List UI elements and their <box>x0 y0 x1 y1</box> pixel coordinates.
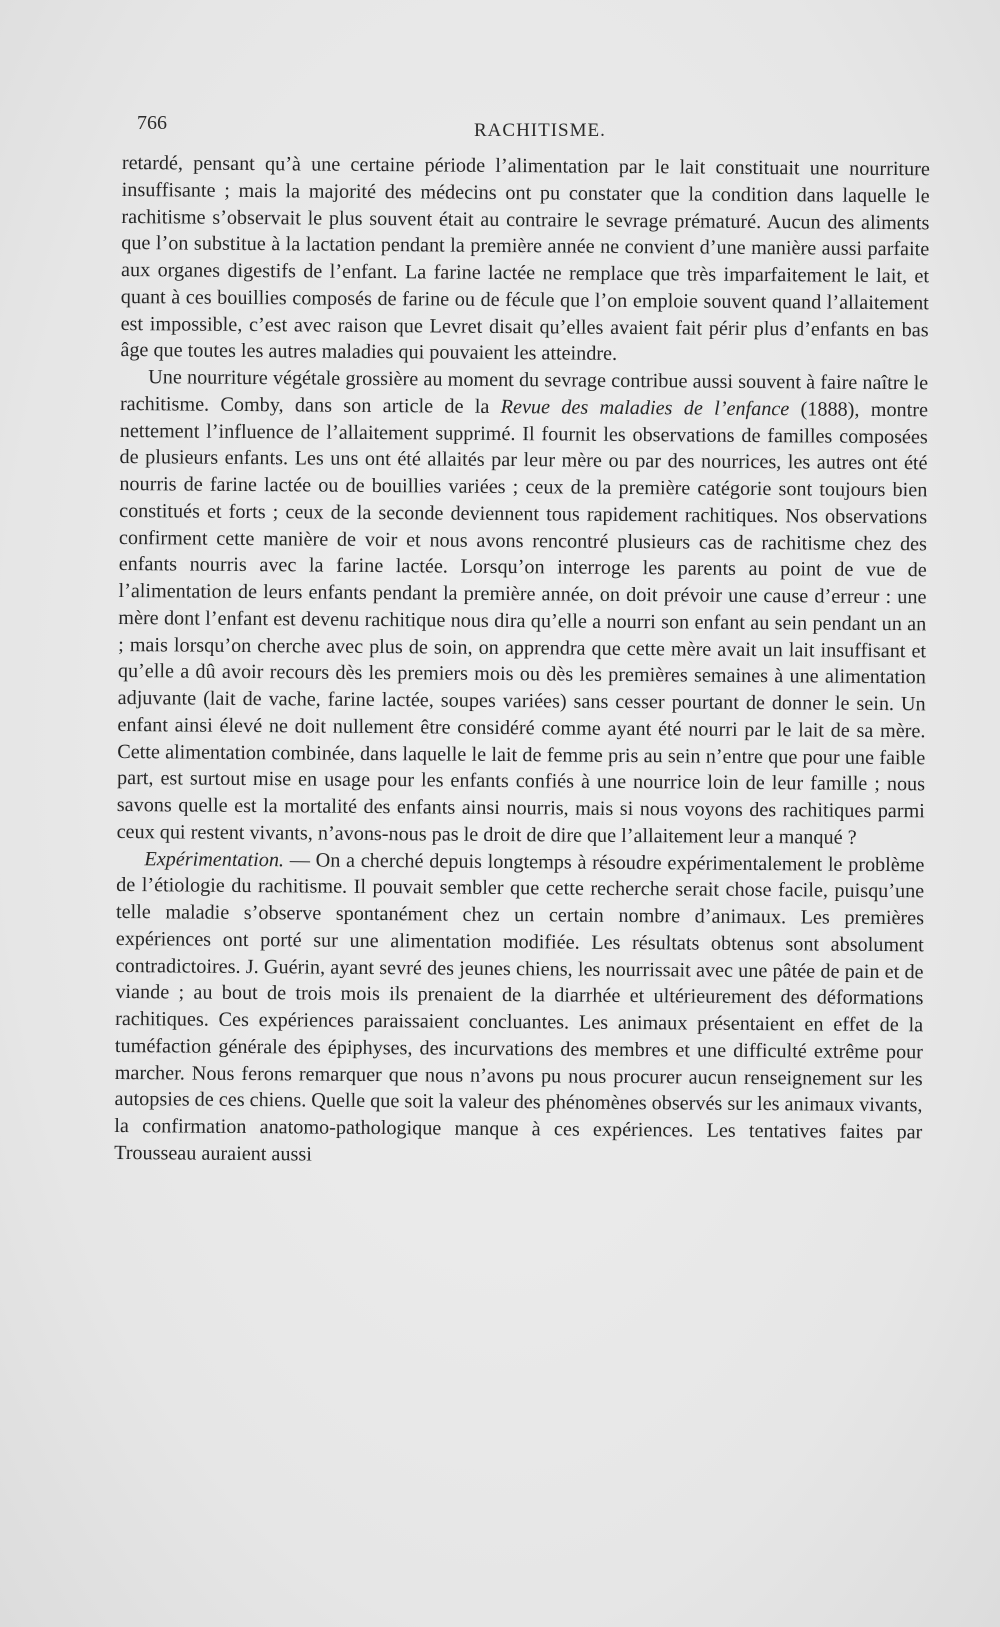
journal-title: Revue des maladies de l’enfance <box>500 395 790 420</box>
running-title: RACHITISME. <box>474 120 606 141</box>
body-text <box>114 150 930 1173</box>
paragraph-1-text: retardé, pensant qu’à une certaine période l’alimentation par le lait constituait une nourriture insuffisante ; mais la majorité des médecins ont pu constater que la condition dans laquelle le rachitisme s’observait le plus souvent était au contraire le sevrage prématuré. Aucun des aliments que l’on substitue à la lactation pendant la première année ne convient d’une manière aussi parfaite aux organes digestifs de l’enfant. La farine lactée ne remplace que très imparfaitement le lait, et quant à ces bouillies composés de farine ou de fécule que l’on emploie souvent quand l’allaitement est impossible, c’est avec raison que Levret disait qu’elles avaient fait périr plus d’enfants en bas âge que toutes les autres maladies qui pouvaient les atteindre. <box>120 151 930 366</box>
paragraph-1 <box>120 150 930 370</box>
running-header <box>137 112 920 142</box>
paragraph-3 <box>114 845 924 1172</box>
page-number: 766 <box>137 112 167 134</box>
paragraph-2-text-b: (1888), montre nettement l’influence de l’allaitement supprimé. Il fournit les observations de familles composées de plusieurs enfants. Les uns ont été allaités par leur mère ou par des nourrices, les autres ont été nourris de farine lactée ou de bouillies variées ; ceux de la première catégorie sont toujours bien constitués et forts ; ceux de la seconde deviennent tous rapidement rachitiques. Nos observations confirment cette manière de voir et nous avons rencontré plusieurs cas de rachitisme chez des enfants nourris avec la farine lactée. Lorsqu’on interroge les parents au point de vue de l’alimentation de leurs enfants pendant la première année, on doit prévoir une cause d’erreur : une mère dont l’enfant est devenu rachitique nous dira qu’elle a nourri son enfant au sein pendant un an ; mais lorsqu’on cherche avec plus de soin, on apprendra que cette mère avait un lait insuffisant et qu’elle a dû avoir recours dès les premiers mois ou dès les premières semaines à une alimentation adjuvante (lait de vache, farine lactée, soupes variées) sans cesser pourtant de donner le sein. Un enfant ainsi élevé ne doit nullement être considéré comme ayant été nourri par le lait de sa mère. Cette alimentation combinée, dans laquelle le lait de femme pris au sein n’entre que pour une faible part, est surtout mise en usage pour les enfants confiés à une nourrice loin de leur famille ; nous savons quelle est la mortalité des enfants ainsi nourris, mais si nous voyons des rachitiques parmi ceux qui restent vivants, n’avons-nous pas le droit de dire que l’allaitement leur a manqué ? <box>116 397 929 849</box>
paragraph-2 <box>117 364 929 852</box>
paragraph-3-text: — On a cherché depuis longtemps à résoudre expérimentalement le problème de l’étiologie du rachitisme. Il pouvait sembler que cette recherche serait chose facile, puisqu’une telle maladie s’observe spontanément chez un certain nombre d’animaux. Les premières expériences ont porté sur une alimentation modifiée. Les résultats obtenus sont absolument contradictoires. J. Guérin, ayant sevré des jeunes chiens, les nourrissait avec une pâtée de pain et de viande ; au bout de trois mois ils prenaient de la diarrhée et ultérieurement des déformations rachitiques. Ces expériences paraissaient concluantes. Les animaux présentaient en effet de la tuméfaction générale des épiphyses, des incurvations des membres et une difficulté extrême pour marcher. Nous ferons remarquer que nous n’avons pu nous procurer aucun renseignement sur les autopsies de ces chiens. Quelle que soit la valeur des phénomènes observés sur les animaux vivants, la confirmation anatomo-pathologique manque à ces expériences. Les tentatives faites par Trousseau auraient aussi <box>114 848 925 1166</box>
section-heading-experimentation: Expérimentation. <box>144 847 285 871</box>
paragraph-2-text-a: Une nourriture végétale grossière au moment du sevrage contribue aussi souvent à faire naître le rachitisme. Comby, dans son article de la <box>119 366 929 418</box>
